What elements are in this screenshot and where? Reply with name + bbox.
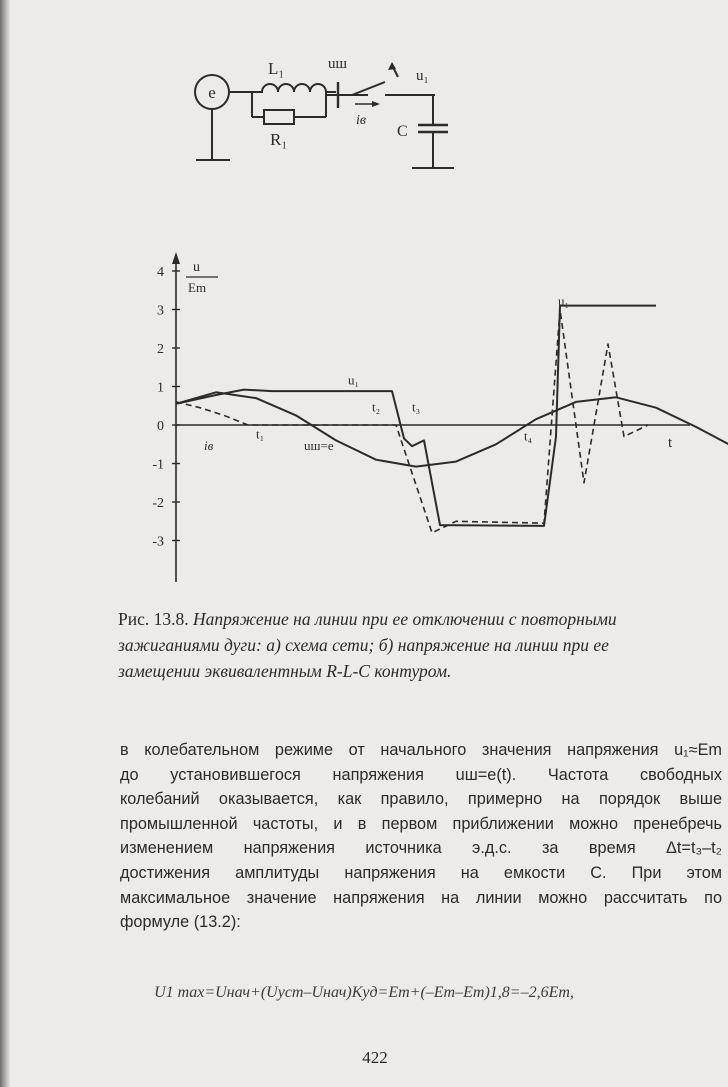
caption-line-3: замещении эквивалентным R-L-C контуром. bbox=[118, 661, 452, 681]
resistor-symbol bbox=[264, 110, 294, 124]
body-line: промышленной частоты, и в первом приближении можно пренебречь bbox=[120, 814, 722, 833]
body-line: достижения амплитуды напряжения на емкости C. При этом bbox=[120, 863, 722, 882]
y-tick-label: 3 bbox=[157, 303, 164, 319]
inductor-label: L₁ bbox=[268, 59, 285, 78]
body-line: колебаний оказывается, как правило, примерно на порядок выше bbox=[120, 790, 722, 809]
y-tick-label: 2 bbox=[157, 342, 164, 357]
y-tick-label: 4 bbox=[157, 265, 164, 280]
line-voltage-label: u₁ bbox=[416, 68, 429, 84]
body-line: максимальное значение напряжения на линии можно рассчитать по bbox=[120, 888, 722, 907]
body-line: до установившегося напряжения uш=e(t). Частота свободных bbox=[120, 765, 722, 784]
figure-caption bbox=[118, 606, 722, 684]
formula: U1 max=Uнач+(Uуст–Uнач)Kуд=Em+(–Em–Em)1,8=–2,6Em, bbox=[154, 984, 574, 1001]
chart-annotation: u₁ bbox=[348, 372, 360, 388]
shunt-voltage-label: uш bbox=[328, 56, 348, 72]
y-tick-label: 0 bbox=[157, 419, 164, 434]
y-tick-label: -1 bbox=[152, 457, 164, 473]
x-label: t bbox=[668, 435, 673, 451]
voltage-chart bbox=[0, 236, 728, 596]
caption-line-2: зажиганиями дуги: а) схема сети; б) напряжение на линии при ее bbox=[118, 635, 609, 655]
y-tick-label: -2 bbox=[152, 496, 164, 511]
y-axis-arrow bbox=[172, 252, 180, 264]
chart-annotation: t₁ bbox=[256, 426, 265, 442]
body-line: формуле (13.2): bbox=[120, 913, 241, 932]
chart-annotation: iв bbox=[204, 438, 214, 454]
y-tick-label: -3 bbox=[152, 534, 164, 550]
series-line-1 bbox=[176, 306, 656, 526]
body-line: в колебательном режиме от начального значения напряжения u₁≈Em bbox=[120, 741, 722, 759]
circuit-diagram bbox=[0, 0, 728, 190]
chart-annotation: t₂ bbox=[372, 399, 381, 415]
current-label: iв bbox=[356, 113, 366, 128]
body-line: изменением напряжения источника э.д.с. за время Δt=t₃–t₂ bbox=[120, 839, 722, 858]
capacitor-label: C bbox=[397, 123, 408, 140]
source-label: e bbox=[208, 83, 216, 102]
y-label-numerator: u bbox=[193, 260, 200, 275]
chart-annotation: t₃ bbox=[412, 399, 421, 415]
chart-annotation: uш=e bbox=[304, 438, 334, 454]
chart-annotation: u₁ bbox=[558, 293, 570, 309]
y-tick-label: 1 bbox=[157, 380, 164, 396]
caption-line-1: Напряжение на линии при ее отключении с повторными bbox=[193, 609, 617, 629]
caption-prefix: Рис. 13.8. bbox=[118, 609, 193, 629]
resistor-label: R₁ bbox=[270, 130, 288, 149]
chart-annotation: t₄ bbox=[524, 428, 533, 444]
series-line-2 bbox=[176, 310, 648, 533]
y-label-denominator: Em bbox=[188, 280, 207, 295]
body-paragraph bbox=[120, 738, 722, 935]
inductor-symbol bbox=[252, 84, 336, 92]
page-number: 422 bbox=[362, 1048, 388, 1067]
